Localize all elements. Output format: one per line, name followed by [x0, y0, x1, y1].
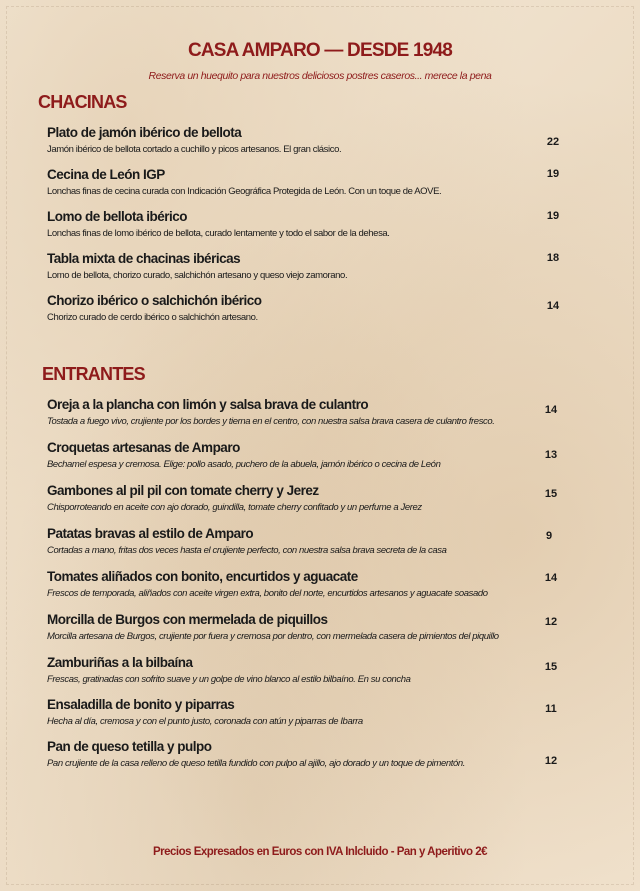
item-name: Morcilla de Burgos con mermelada de piquillos [47, 612, 328, 627]
section-title-chacinas: CHACINAS [38, 92, 127, 112]
item-description: Morcilla artesana de Burgos, crujiente por fuera y cremosa por dentro, con mermelada casera de pimientos del piquillo [47, 631, 499, 642]
menu-item [47, 483, 587, 513]
item-price: 14 [546, 300, 560, 312]
item-price: 13 [544, 449, 558, 461]
item-name: Chorizo ibérico o salchichón ibérico [47, 293, 262, 308]
item-description: Chisporroteando en aceite con ajo dorado, guindilla, tomate cherry confitado y un perfume a Jerez [47, 502, 422, 513]
menu-item [47, 440, 587, 470]
item-price: 19 [546, 210, 560, 222]
item-price: 15 [544, 488, 558, 500]
item-name: Patatas bravas al estilo de Amparo [47, 526, 254, 541]
item-name: Tabla mixta de chacinas ibéricas [47, 251, 241, 266]
item-price: 19 [546, 168, 560, 180]
menu-item [47, 209, 587, 239]
item-price: 14 [544, 572, 558, 584]
item-name: Croquetas artesanas de Amparo [47, 440, 240, 455]
item-description: Frescas, gratinadas con sofrito suave y un golpe de vino blanco al estilo bilbaíno. En su concha [47, 674, 411, 685]
item-price: 12 [544, 755, 558, 767]
item-price: 22 [546, 136, 560, 148]
item-name: Oreja a la plancha con limón y salsa brava de culantro [47, 397, 369, 412]
item-description: Pan crujiente de la casa relleno de queso tetilla fundido con pulpo al ajillo, ajo dorado y un toque de pimentón. [47, 758, 465, 769]
item-name: Tomates aliñados con bonito, encurtidos y aguacate [47, 569, 358, 584]
restaurant-title: CASA AMPARO — DESDE 1948 [187, 40, 453, 61]
item-price: 14 [544, 404, 558, 416]
menu-item [47, 397, 587, 427]
menu-item [47, 612, 587, 642]
menu-item [47, 167, 587, 197]
tagline: Reserva un huequito para nuestros deliciosos postres caseros... merece la pena [148, 70, 492, 82]
item-description: Cortadas a mano, fritas dos veces hasta el crujiente perfecto, con nuestra salsa brava secreta de la casa [47, 545, 447, 556]
item-description: Lomo de bellota, chorizo curado, salchichón artesano y queso viejo zamorano. [47, 270, 348, 281]
menu-item [47, 251, 587, 281]
menu-item [47, 739, 587, 769]
item-description: Tostada a fuego vivo, crujiente por los bordes y tierna en el centro, con nuestra salsa brava casera de culantro fresco. [47, 416, 495, 427]
item-name: Plato de jamón ibérico de bellota [47, 125, 242, 140]
item-price: 11 [545, 703, 557, 715]
item-description: Frescos de temporada, aliñados con aceite virgen extra, bonito del norte, encurtidos artesanos y aguacate soasado [47, 588, 488, 599]
item-description: Hecha al día, cremosa y con el punto justo, coronada con atún y piparras de Ibarra [47, 716, 363, 727]
item-description: Lonchas finas de lomo ibérico de bellota, curado lentamente y todo el sabor de la dehesa. [47, 228, 390, 239]
item-price: 15 [544, 661, 558, 673]
item-name: Ensaladilla de bonito y piparras [47, 697, 235, 712]
section-title-entrantes: ENTRANTES [42, 364, 145, 384]
item-name: Zamburiñas a la bilbaína [47, 655, 193, 670]
item-name: Pan de queso tetilla y pulpo [47, 739, 212, 754]
item-description: Bechamel espesa y cremosa. Elige: pollo asado, puchero de la abuela, jamón ibérico o cecina de León [47, 459, 441, 470]
item-description: Jamón ibérico de bellota cortado a cuchillo y picos artesanos. El gran clásico. [47, 144, 342, 155]
item-description: Chorizo curado de cerdo ibérico o salchichón artesano. [47, 312, 258, 323]
item-price: 9 [545, 530, 553, 542]
item-price: 18 [546, 252, 560, 264]
item-name: Cecina de León IGP [47, 167, 165, 182]
menu-item [47, 293, 587, 323]
item-name: Gambones al pil pil con tomate cherry y Jerez [47, 483, 319, 498]
menu-item [47, 569, 587, 599]
menu-item [47, 655, 587, 685]
item-name: Lomo de bellota ibérico [47, 209, 188, 224]
menu-item [47, 697, 587, 727]
item-price: 12 [544, 616, 558, 628]
menu-item [47, 526, 587, 556]
menu-item [47, 125, 587, 155]
item-description: Lonchas finas de cecina curada con Indicación Geográfica Protegida de León. Con un toque de AOVE. [47, 186, 442, 197]
price-note: Precios Expresados en Euros con IVA Inlcluido - Pan y Aperitivo 2€ [152, 846, 488, 858]
